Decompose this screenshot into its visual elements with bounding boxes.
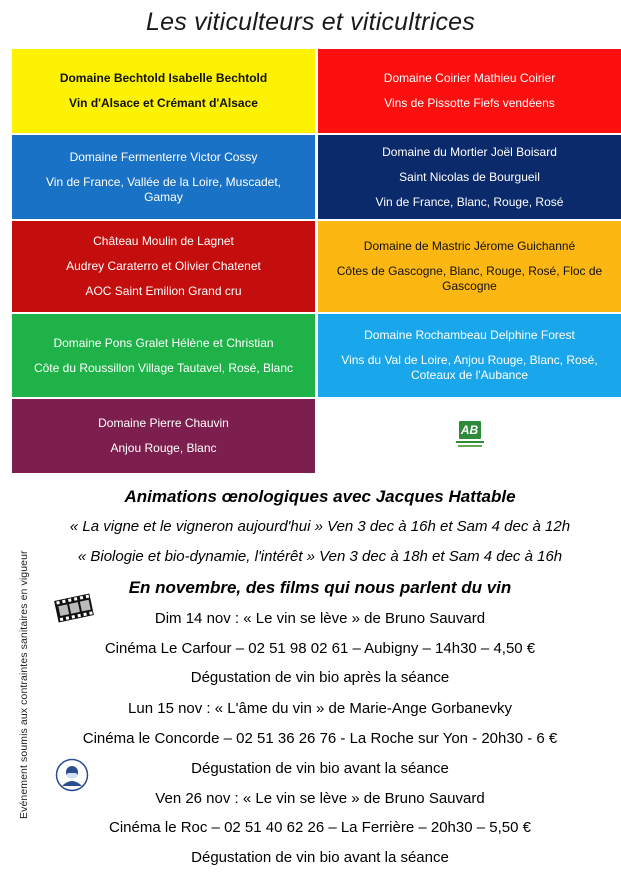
film-line: Dégustation de vin bio après la séance: [190, 669, 450, 686]
producer-card: [12, 314, 316, 398]
animation-item: « Biologie et bio-dynamie, l'intérêt » Ven 3 dec à 18h et Sam 4 dec à 16h: [77, 548, 563, 565]
film-line: Dégustation de vin bio avant la séance: [191, 760, 449, 777]
producer-detail: Côtes de Gascogne, Blanc, Rouge, Rosé, Floc de Gascogne: [336, 264, 603, 293]
ab-logo-text: AB: [459, 421, 481, 439]
producer-name: Domaine Pons Gralet Hélène et Christian: [53, 335, 274, 350]
producer-card: [318, 49, 621, 134]
films-heading: En novembre, des films qui nous parlent du vin: [128, 578, 512, 597]
producer-name: Domaine Rochambeau Delphine Forest: [364, 328, 575, 342]
sanitary-notice-text: Evénement soumis aux contraintes sanitaires en vigueur: [18, 550, 30, 819]
film-line: Lun 15 nov : « L'âme du vin » de Marie-Ange Gorbanevky: [128, 700, 512, 717]
sanitary-notice: [10, 484, 30, 819]
producer-card: [318, 221, 621, 313]
producer-name: Domaine du Mortier Joël Boisard: [382, 144, 557, 159]
producer-card: [12, 135, 316, 220]
animations-heading: Animations œnologiques avec Jacques Hattable: [124, 487, 516, 506]
producer-detail: Vin de France, Blanc, Rouge, Rosé: [375, 194, 564, 209]
producer-name: Domaine Coirier Mathieu Coirier: [383, 71, 556, 85]
producer-card: [12, 399, 316, 474]
producer-detail: Vin d'Alsace et Crémant d'Alsace: [69, 96, 258, 110]
film-line: Ven 26 nov : « Le vin se lève » de Bruno Sauvard: [155, 790, 485, 807]
producer-detail: Vins du Val de Loire, Anjou Rouge, Blanc, Rosé, Coteaux de l'Aubance: [341, 353, 598, 382]
producer-name: Château Moulin de Lagnet: [93, 234, 234, 248]
ab-organic-logo-icon: [456, 421, 484, 451]
page-title: Les viticulteurs et viticultrices: [146, 8, 475, 36]
film-line: Cinéma le Roc – 02 51 40 62 26 – La Ferrière – 20h30 – 5,50 €: [109, 819, 531, 836]
producer-detail: Vin de France, Vallée de la Loire, Muscadet, Gamay: [45, 174, 282, 204]
producer-card: [12, 49, 316, 134]
film-line: Cinéma le Concorde – 02 51 36 26 76 - La Roche sur Yon - 20h30 - 6 €: [82, 730, 558, 747]
producer-card: [318, 314, 621, 398]
producer-card: [12, 221, 316, 313]
producer-detail: Saint Nicolas de Bourgueil: [399, 169, 540, 184]
producer-name: Domaine Pierre Chauvin: [98, 416, 229, 430]
producer-name: Domaine Bechtold Isabelle Bechtold: [59, 71, 268, 85]
producer-detail: Audrey Caraterro et Olivier Chatenet: [66, 259, 261, 273]
producer-name: Domaine Fermenterre Victor Cossy: [69, 149, 258, 164]
producer-detail: Anjou Rouge, Blanc: [110, 441, 217, 455]
producer-name: Domaine de Mastric Jérome Guichanné: [363, 239, 576, 253]
producer-detail: AOC Saint Emilion Grand cru: [85, 284, 242, 298]
film-line: Cinéma Le Carfour – 02 51 98 02 61 – Aubigny – 14h30 – 4,50 €: [104, 640, 536, 657]
logo-cell: [318, 399, 621, 474]
film-line: Dim 14 nov : « Le vin se lève » de Bruno Sauvard: [154, 610, 486, 627]
producer-detail: Vins de Pissotte Fiefs vendéens: [384, 96, 555, 110]
producer-card: [318, 135, 621, 220]
animation-item: « La vigne et le vigneron aujourd'hui » Ven 3 dec à 16h et Sam 4 dec à 12h: [69, 518, 571, 535]
film-line: Dégustation de vin bio avant la séance: [191, 849, 449, 866]
producer-detail: Côte du Roussillon Village Tautavel, Rosé, Blanc: [33, 360, 294, 375]
